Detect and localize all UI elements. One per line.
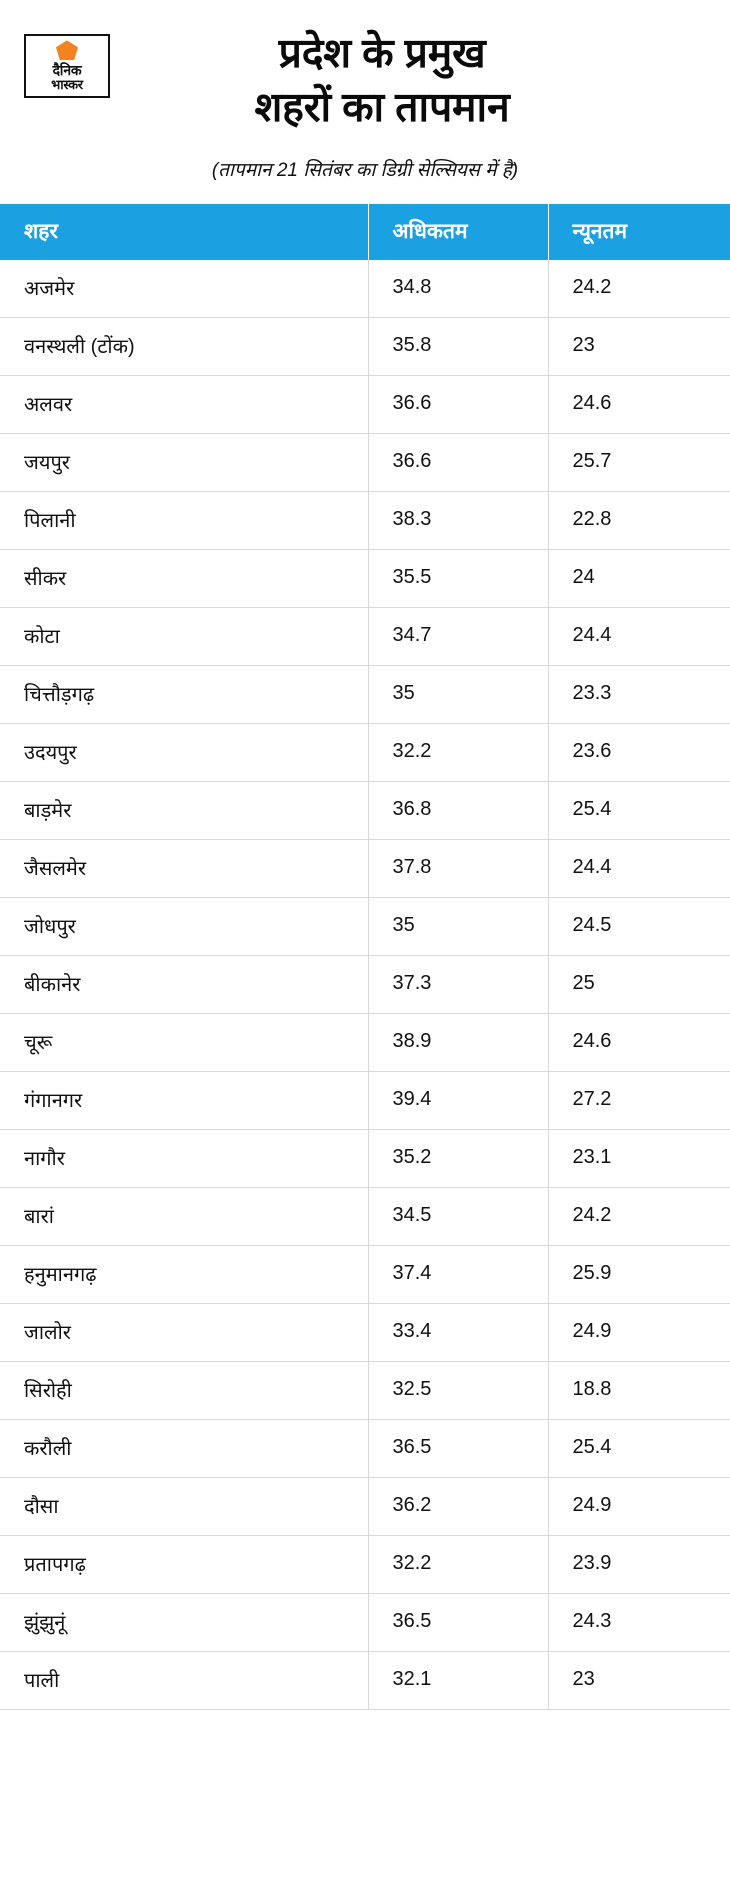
table-header <box>0 204 730 260</box>
cell-city: जैसलमेर <box>0 840 368 898</box>
cell-min-temp: 27.2 <box>548 1072 730 1130</box>
logo-line1: दैनिक <box>52 62 82 79</box>
header <box>0 0 730 204</box>
cell-city: पाली <box>0 1652 368 1710</box>
cell-min-temp: 23 <box>548 1652 730 1710</box>
cell-city: जोधपुर <box>0 898 368 956</box>
cell-max-temp: 36.6 <box>368 434 548 492</box>
cell-min-temp: 24 <box>548 550 730 608</box>
cell-city: चित्तौड़गढ़ <box>0 666 368 724</box>
cell-max-temp: 36.8 <box>368 782 548 840</box>
cell-min-temp: 25.9 <box>548 1246 730 1304</box>
cell-min-temp: 24.2 <box>548 1188 730 1246</box>
cell-max-temp: 38.3 <box>368 492 548 550</box>
cell-min-temp: 22.8 <box>548 492 730 550</box>
cell-max-temp: 32.2 <box>368 1536 548 1594</box>
cell-city: गंगानगर <box>0 1072 368 1130</box>
table-row <box>0 666 730 724</box>
cell-city: जालोर <box>0 1304 368 1362</box>
cell-city: बीकानेर <box>0 956 368 1014</box>
cell-max-temp: 35 <box>368 666 548 724</box>
cell-min-temp: 24.3 <box>548 1594 730 1652</box>
cell-min-temp: 25.7 <box>548 434 730 492</box>
table-row <box>0 608 730 666</box>
cell-city: सीकर <box>0 550 368 608</box>
logo-line2: भास्कर <box>51 77 83 93</box>
cell-min-temp: 18.8 <box>548 1362 730 1420</box>
cell-max-temp: 36.5 <box>368 1420 548 1478</box>
column-header-max: अधिकतम <box>368 204 548 260</box>
cell-max-temp: 37.8 <box>368 840 548 898</box>
table-row <box>0 260 730 318</box>
publisher-logo <box>24 34 110 98</box>
cell-min-temp: 24.5 <box>548 898 730 956</box>
table-row <box>0 1188 730 1246</box>
cell-city: चूरू <box>0 1014 368 1072</box>
cell-city: प्रतापगढ़ <box>0 1536 368 1594</box>
cell-min-temp: 25 <box>548 956 730 1014</box>
cell-max-temp: 37.3 <box>368 956 548 1014</box>
cell-min-temp: 24.6 <box>548 376 730 434</box>
cell-min-temp: 24.4 <box>548 840 730 898</box>
cell-min-temp: 24.9 <box>548 1304 730 1362</box>
table-row <box>0 1652 730 1710</box>
table-row <box>0 1246 730 1304</box>
table-row <box>0 782 730 840</box>
table-row <box>0 898 730 956</box>
table-row <box>0 1420 730 1478</box>
bhaskar-logo-mark-icon <box>56 40 78 60</box>
cell-min-temp: 23.9 <box>548 1536 730 1594</box>
cell-max-temp: 35.5 <box>368 550 548 608</box>
cell-max-temp: 36.5 <box>368 1594 548 1652</box>
cell-city: अलवर <box>0 376 368 434</box>
table-row <box>0 376 730 434</box>
cell-min-temp: 25.4 <box>548 782 730 840</box>
table-row <box>0 1014 730 1072</box>
table-row <box>0 1072 730 1130</box>
cell-min-temp: 24.9 <box>548 1478 730 1536</box>
cell-max-temp: 32.5 <box>368 1362 548 1420</box>
table-header-row <box>0 204 730 260</box>
cell-max-temp: 35 <box>368 898 548 956</box>
table-row <box>0 434 730 492</box>
column-header-min: न्यूनतम <box>548 204 730 260</box>
cell-max-temp: 36.2 <box>368 1478 548 1536</box>
cell-max-temp: 32.2 <box>368 724 548 782</box>
cell-max-temp: 34.5 <box>368 1188 548 1246</box>
cell-min-temp: 24.4 <box>548 608 730 666</box>
table-row <box>0 956 730 1014</box>
table-row <box>0 550 730 608</box>
table-row <box>0 1362 730 1420</box>
table-row <box>0 840 730 898</box>
cell-city: उदयपुर <box>0 724 368 782</box>
table-row <box>0 724 730 782</box>
cell-min-temp: 24.6 <box>548 1014 730 1072</box>
cell-max-temp: 34.7 <box>368 608 548 666</box>
table-row <box>0 1304 730 1362</box>
table-row <box>0 1594 730 1652</box>
cell-city: पिलानी <box>0 492 368 550</box>
cell-city: सिरोही <box>0 1362 368 1420</box>
cell-city: दौसा <box>0 1478 368 1536</box>
cell-city: हनुमानगढ़ <box>0 1246 368 1304</box>
cell-max-temp: 37.4 <box>368 1246 548 1304</box>
cell-city: बारां <box>0 1188 368 1246</box>
cell-min-temp: 25.4 <box>548 1420 730 1478</box>
table-row <box>0 1536 730 1594</box>
cell-city: अजमेर <box>0 260 368 318</box>
cell-max-temp: 39.4 <box>368 1072 548 1130</box>
cell-city: वनस्थली (टोंक) <box>0 318 368 376</box>
table-row <box>0 1130 730 1188</box>
cell-max-temp: 35.2 <box>368 1130 548 1188</box>
cell-max-temp: 36.6 <box>368 376 548 434</box>
cell-min-temp: 23.6 <box>548 724 730 782</box>
cell-max-temp: 32.1 <box>368 1652 548 1710</box>
page-subtitle: (तापमान 21 सितंबर का डिग्री सेल्सियस में है) <box>211 160 519 182</box>
page-title-line2: शहरों का तापमान <box>254 84 510 131</box>
cell-min-temp: 23.3 <box>548 666 730 724</box>
cell-city: करौली <box>0 1420 368 1478</box>
table-row <box>0 318 730 376</box>
cell-max-temp: 35.8 <box>368 318 548 376</box>
cell-max-temp: 38.9 <box>368 1014 548 1072</box>
cell-min-temp: 24.2 <box>548 260 730 318</box>
cell-city: जयपुर <box>0 434 368 492</box>
cell-max-temp: 34.8 <box>368 260 548 318</box>
table-row <box>0 1478 730 1536</box>
cell-min-temp: 23.1 <box>548 1130 730 1188</box>
cell-city: झुंझुनूं <box>0 1594 368 1652</box>
temperature-table <box>0 204 730 1710</box>
page-title-line1: प्रदेश के प्रमुख <box>278 30 486 76</box>
table-row <box>0 492 730 550</box>
cell-city: नागौर <box>0 1130 368 1188</box>
page-title <box>52 22 712 134</box>
table-body <box>0 260 730 1710</box>
cell-max-temp: 33.4 <box>368 1304 548 1362</box>
cell-city: बाड़मेर <box>0 782 368 840</box>
column-header-city: शहर <box>0 204 368 260</box>
cell-min-temp: 23 <box>548 318 730 376</box>
cell-city: कोटा <box>0 608 368 666</box>
